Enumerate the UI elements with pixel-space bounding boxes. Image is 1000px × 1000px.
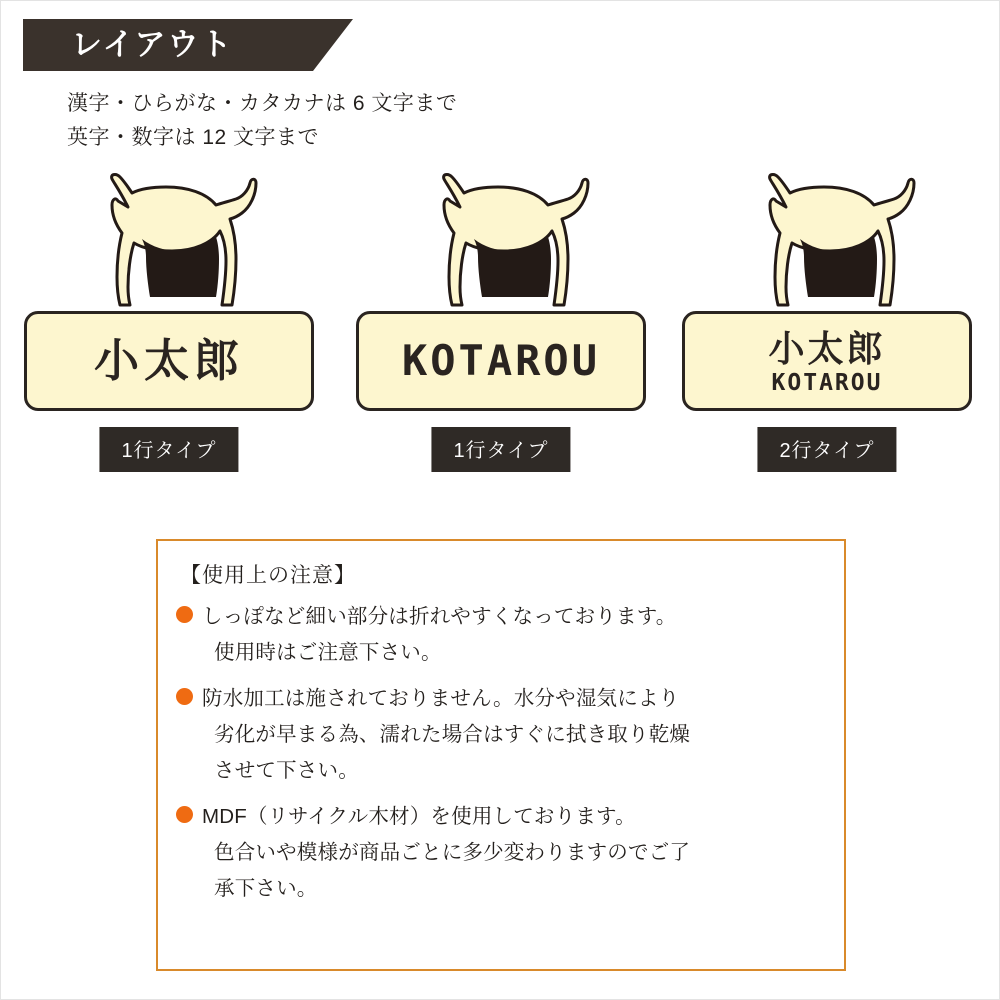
sample-item	[341, 169, 661, 489]
type-badge: 2行タイプ	[757, 427, 896, 472]
plate-text-japanese: 小太郎	[768, 327, 886, 369]
dog-silhouette-icon	[712, 169, 942, 329]
intro-text	[67, 87, 457, 155]
plate-text-english: KOTAROU	[771, 369, 883, 396]
notice-item-line-3: させて下さい。	[214, 759, 359, 782]
dog-outline-icon	[712, 169, 942, 329]
intro-line-2: 英字・数字は 12 文字まで	[67, 126, 320, 149]
notice-item-line-2: 色合いや模様が商品ごとに多少変わりますのでご了	[214, 841, 691, 864]
intro-line-1: 漢字・ひらがな・カタカナは 6 文字まで	[67, 92, 458, 115]
notice-item-line-1: 防水加工は施されておりません。水分や湿気により	[202, 687, 680, 710]
plate-text-english: KOTAROU	[401, 336, 600, 385]
bullet-icon	[176, 688, 193, 705]
dog-silhouette-icon	[386, 169, 616, 329]
notice-item-text	[202, 799, 690, 907]
list-item	[176, 681, 830, 789]
type-badge: 1行タイプ	[431, 427, 570, 472]
dog-outline-icon	[54, 169, 284, 329]
dog-silhouette-icon	[54, 169, 284, 329]
notice-item-line-1: しっぽなど細い部分は折れやすくなっております。	[202, 605, 677, 628]
dog-outline-icon	[386, 169, 616, 329]
notice-item-text	[202, 681, 690, 789]
list-item	[176, 599, 830, 671]
name-plate	[356, 311, 646, 411]
bullet-icon	[176, 806, 193, 823]
notice-item-line-1: MDF（リサイクル木材）を使用しております。	[202, 805, 636, 828]
notice-list	[176, 599, 830, 917]
sample-item	[667, 169, 987, 489]
notice-box	[156, 539, 846, 971]
notice-item-line-3: 承下さい。	[214, 877, 318, 900]
notice-item-text	[202, 599, 676, 671]
name-plate	[682, 311, 972, 411]
bullet-icon	[176, 606, 193, 623]
sample-gallery	[1, 169, 1000, 489]
sample-item	[9, 169, 329, 489]
notice-title: 【使用上の注意】	[180, 564, 356, 587]
section-header-ribbon	[23, 19, 353, 71]
plate-text-japanese: 小太郎	[93, 335, 244, 386]
page-title: レイアウト	[71, 27, 234, 62]
notice-item-line-2: 使用時はご注意下さい。	[214, 641, 442, 664]
list-item	[176, 799, 830, 907]
notice-item-line-2: 劣化が早まる為、濡れた場合はすぐに拭き取り乾燥	[214, 723, 691, 746]
type-badge: 1行タイプ	[99, 427, 238, 472]
name-plate	[24, 311, 314, 411]
